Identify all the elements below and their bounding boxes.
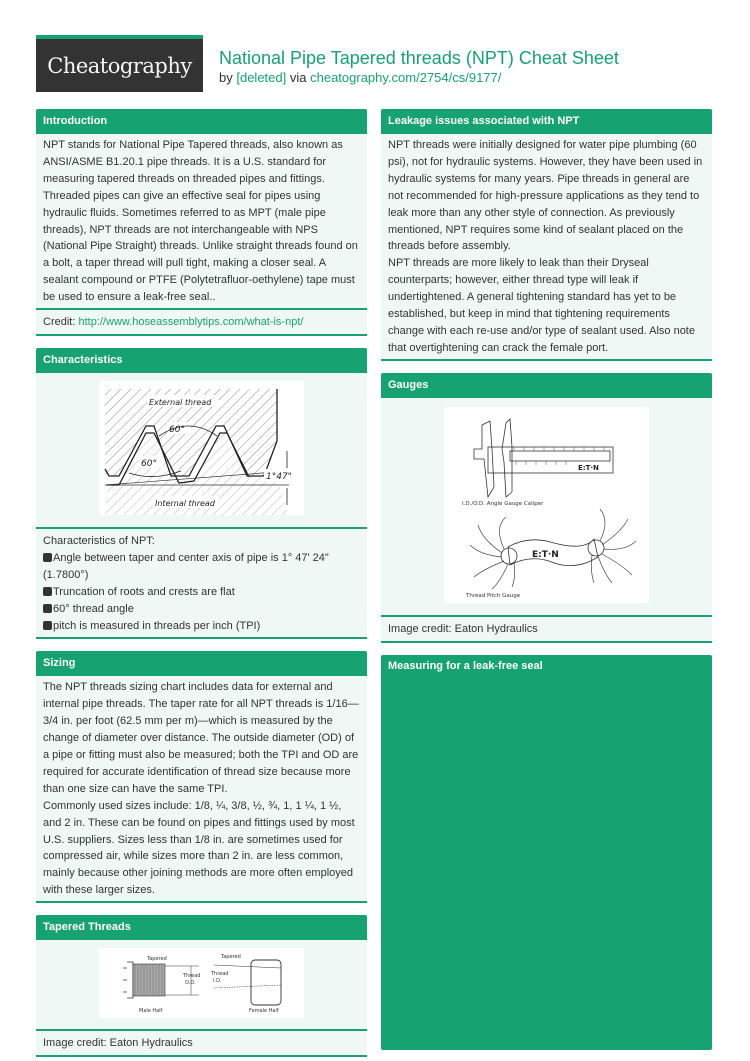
female-id-label: I.D. — [213, 978, 222, 985]
bullet-icon — [43, 621, 52, 630]
bullet-icon — [43, 587, 52, 596]
introduction-body — [36, 134, 367, 310]
angle-bottom-label: 60° — [141, 458, 157, 469]
caliper-brand: E:T·N — [578, 463, 599, 472]
angle-top-label: 60° — [169, 424, 185, 435]
gauges-image-section — [381, 398, 712, 617]
female-thread-label: Thread — [211, 971, 229, 978]
thread-profile-diagram — [99, 381, 304, 515]
male-tapered-label: Tapered — [147, 956, 167, 963]
introduction-panel — [36, 109, 367, 336]
title-block — [219, 47, 619, 87]
male-od-label: O.D. — [185, 980, 196, 987]
internal-thread-label: Internal thread — [155, 498, 215, 508]
leakage-body — [381, 134, 712, 361]
characteristics-heading: Characteristics — [36, 348, 367, 373]
male-thread-label: Thread — [183, 973, 201, 980]
leakage-heading: Leakage issues associated with NPT — [381, 109, 712, 134]
author-link[interactable]: [deleted] — [236, 70, 287, 85]
sizing-panel — [36, 651, 367, 903]
leakage-paragraph-1: NPT threads were initially designed for water pipe plumbing (60 psi), not for hydraulic systems. However, they have been used in hydraulic systems for many years. Pipe threads in general are not recommended for high-pressure applications as they tend to leak more than any other style of connection. As previously mentioned, NPT requires some kind of sealant placed on the threads before assembly. — [388, 139, 703, 253]
sizing-paragraph-1: The NPT threads sizing chart includes data for external and internal pipe threads. The taper rate for all NPT threads is 1/16—3/4 in. per foot (62.5 mm per m)—which is measured by the change of diameter over distance. The outside diameter (OD) of a pipe or fitting must also be measured; both the TPI and OD are required for accurate identification of thread size because more than one size can have the same TPI. — [43, 681, 359, 795]
gauges-diagram — [444, 407, 649, 603]
external-thread-label: External thread — [149, 397, 212, 407]
characteristics-image-section — [36, 373, 367, 529]
logo-text: Cheatography — [47, 53, 192, 78]
tapered-threads-panel — [36, 915, 367, 1057]
gauges-credit — [381, 617, 712, 643]
tapered-threads-image-section — [36, 940, 367, 1031]
characteristic-item: Angle between taper and center axis of pipe is 1° 47' 24" (1.7800°) — [43, 551, 329, 581]
male-half-caption: Male Half — [139, 1008, 163, 1015]
byline — [219, 69, 619, 87]
credit-label: Credit: — [43, 316, 76, 329]
characteristics-panel — [36, 348, 367, 639]
leakage-panel — [381, 109, 712, 361]
female-tapered-label: Tapered — [221, 954, 241, 961]
measuring-heading: Measuring for a leak-free seal — [388, 659, 543, 672]
bullet-icon — [43, 604, 52, 613]
sizing-body — [36, 676, 367, 903]
credit-link[interactable]: http://www.hoseassemblytips.com/what-is-npt/ — [78, 316, 304, 329]
image-credit: Image credit: Eaton Hydraulics — [43, 1037, 193, 1050]
right-column — [381, 109, 712, 1050]
introduction-heading: Introduction — [36, 109, 367, 134]
gauges-heading: Gauges — [381, 373, 712, 398]
characteristics-list-title: Characteristics of NPT: — [43, 534, 155, 547]
introduction-credit — [36, 310, 367, 336]
characteristic-item: pitch is measured in threads per inch (TPI) — [43, 618, 360, 635]
tapered-threads-heading: Tapered Threads — [36, 915, 367, 940]
by-prefix: by — [219, 70, 233, 85]
characteristic-item: 60° thread angle — [43, 601, 360, 618]
taper-angle-label: 1°47" — [266, 471, 292, 482]
characteristic-item: Truncation of roots and crests are flat — [43, 584, 360, 601]
bullet-icon — [43, 553, 52, 562]
pitch-gauge-brand: E:T·N — [532, 549, 559, 560]
page-title: National Pipe Tapered threads (NPT) Cheat Sheet — [219, 48, 619, 68]
tapered-threads-credit — [36, 1031, 367, 1057]
pitch-gauge-caption: Thread Pitch Gauge — [466, 592, 521, 599]
introduction-text: NPT stands for National Pipe Tapered threads, also known as ANSI/ASME B1.20.1 pipe threads. It is a U.S. standard for measuring tapered threads on threaded pipes and fittings. Threaded pipes can give an effective seal for pipes using hydraulic fluids. Sometimes referred to as MPT (male pipe threads), NPT threads are not interchangeable with NPS (National Pipe Straight) threads. Unlike straight threads found on a bolt, a taper thread will pull tight, making a closer seal. A sealant compound or PTFE (Polytetrafluor-oethylene) tape must be used to ensure a leak-free seal.. — [43, 139, 358, 304]
gauges-panel — [381, 373, 712, 643]
cheatography-logo[interactable] — [36, 35, 203, 92]
characteristics-list — [36, 529, 367, 639]
leakage-paragraph-2: NPT threads are more likely to leak than their Dryseal counterparts; however, either thread type will leak if undertightened. A general tightening standard has yet to be established, but keep in mind that tightening requirements change with each re-use and/or type of sealant used. Also note that overtightening can crack the female port. — [388, 257, 695, 354]
female-half-caption: Female Half — [249, 1008, 279, 1015]
image-credit: Image credit: Eaton Hydraulics — [388, 622, 538, 635]
sizing-heading: Sizing — [36, 651, 367, 676]
sizing-paragraph-2: Commonly used sizes include: 1/8, ¼, 3/8, ½, ¾, 1, 1 ¼, 1 ½, and 2 in. These can be found on pipes and fittings used by most U.S. suppliers. Sizes less than 1/8 in. are sometimes used for compressed air, while sizes more than 2 in. are less common, mainly because other joining methods are more often employed with these larger sizes. — [43, 799, 355, 897]
tapered-threads-diagram — [99, 948, 304, 1018]
via-text: via — [289, 70, 307, 85]
caliper-caption: I.D./O.D. Angle Gauge Caliper — [462, 500, 544, 507]
sheet-url-link[interactable]: cheatography.com/2754/cs/9177/ — [310, 70, 502, 85]
measuring-panel — [381, 655, 712, 1050]
left-column — [36, 109, 367, 1061]
